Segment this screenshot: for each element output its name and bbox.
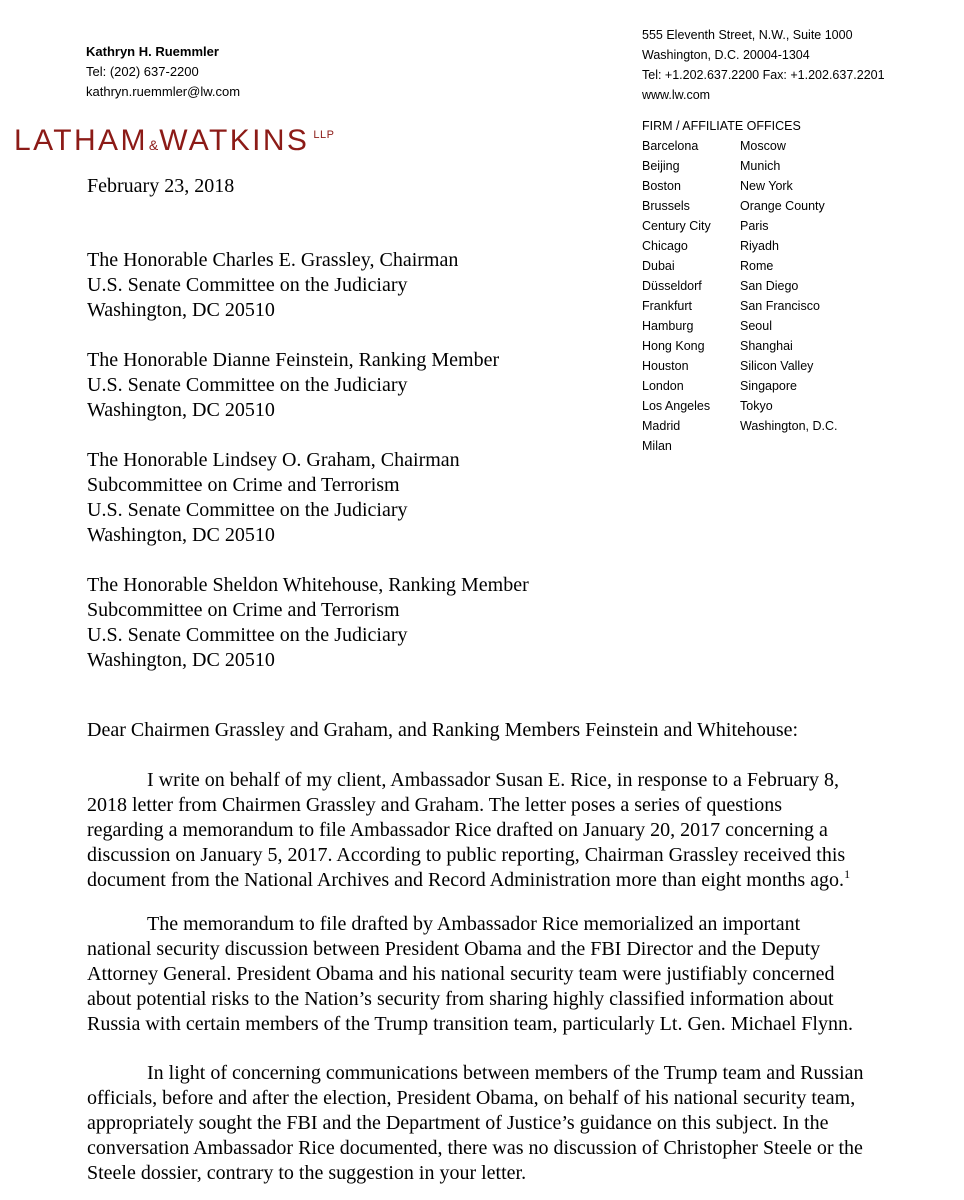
office-item: Seoul [740,319,772,333]
addressee-line: Subcommittee on Crime and Terrorism [87,474,400,496]
offices-list [642,136,838,456]
address-phone-fax: Tel: +1.202.637.2200 Fax: +1.202.637.2201 [642,68,885,82]
paragraph-line: officials, before and after the election, President Obama, on behalf of his national security team, [87,1087,856,1109]
addressee-line: Washington, DC 20510 [87,399,275,421]
author-name: Kathryn H. Ruemmler [86,44,219,59]
address-city: Washington, D.C. 20004-1304 [642,48,810,62]
addressee-line: The Honorable Lindsey O. Graham, Chairman [87,449,460,471]
office-item: Riyadh [740,239,779,253]
paragraph-line: about potential risks to the Nation’s security from sharing highly classified information about [87,988,834,1010]
office-item: Barcelona [642,139,699,153]
office-item: Paris [740,219,769,233]
office-item: Chicago [642,239,688,253]
paragraph-line [87,868,947,893]
addressee-block [87,248,458,323]
body-paragraph [87,768,947,893]
addressee-line: Washington, DC 20510 [87,299,275,321]
office-item: Beijing [642,159,680,173]
addressee-line: Washington, DC 20510 [87,524,275,546]
office-item: Hamburg [642,319,694,333]
office-item: London [642,379,684,393]
paragraph-line-text: document from the National Archives and Record Administration more than eight months ago. [87,869,845,891]
logo-watkins: WATKINS [159,124,310,157]
address-website: www.lw.com [642,88,711,102]
firm-address [642,25,885,105]
office-item: Century City [642,219,711,233]
firm-logo [14,124,334,158]
office-item: Rome [740,259,774,273]
letter-date: February 23, 2018 [87,175,235,197]
offices-heading: FIRM / AFFILIATE OFFICES [642,119,801,133]
paragraph-line: Steele dossier, contrary to the suggestion in your letter. [87,1162,527,1184]
body-paragraph [87,912,947,1037]
office-item: Düsseldorf [642,279,702,293]
office-item: Moscow [740,139,786,153]
office-item: Singapore [740,379,797,393]
office-item: Madrid [642,419,681,433]
office-item: Orange County [740,199,825,213]
office-item: Houston [642,359,689,373]
paragraph-line: Attorney General. President Obama and his national security team were justifiably concerned [87,963,835,985]
logo-latham: LATHAM [14,124,148,157]
paragraph-line: The memorandum to file drafted by Ambassador Rice memorialized an important [147,913,801,935]
paragraph-line: discussion on January 5, 2017. According to public reporting, Chairman Grassley received this [87,844,846,866]
footnote-marker[interactable]: 1 [844,867,851,881]
addressee-line: U.S. Senate Committee on the Judiciary [87,274,408,296]
logo-llp: LLP [313,129,335,141]
address-street: 555 Eleventh Street, N.W., Suite 1000 [642,28,853,42]
office-item: Hong Kong [642,339,705,353]
addressee-line: The Honorable Dianne Feinstein, Ranking Member [87,349,500,371]
office-item: Dubai [642,259,675,273]
author-email: kathryn.ruemmler@lw.com [86,84,241,99]
addressee-block [87,348,499,423]
office-item: Washington, D.C. [740,419,838,433]
paragraph-line: regarding a memorandum to file Ambassador Rice drafted on January 20, 2017 concerning a [87,819,828,841]
office-item: Silicon Valley [740,359,814,373]
addressee-block [87,448,460,548]
paragraph-line: appropriately sought the FBI and the Department of Justice’s guidance on this subject. In the [87,1112,829,1134]
office-item: San Diego [740,279,799,293]
addressee-line: U.S. Senate Committee on the Judiciary [87,624,408,646]
addressee-block [87,573,529,673]
office-item: Milan [642,439,672,453]
addressee-line: U.S. Senate Committee on the Judiciary [87,374,408,396]
office-item: Tokyo [740,399,773,413]
paragraph-line: national security discussion between President Obama and the FBI Director and the Deputy [87,938,821,960]
salutation: Dear Chairmen Grassley and Graham, and Ranking Members Feinstein and Whitehouse: [87,719,799,741]
addressee-line: U.S. Senate Committee on the Judiciary [87,499,408,521]
office-item: Boston [642,179,681,193]
addressee-line: The Honorable Sheldon Whitehouse, Ranking Member [87,574,529,596]
logo-ampersand: & [148,137,159,153]
paragraph-line: conversation Ambassador Rice documented, there was no discussion of Christopher Steele or the [87,1137,863,1159]
offices-column-1 [642,136,740,456]
office-item: Los Angeles [642,399,711,413]
office-item: San Francisco [740,299,820,313]
body-paragraph [87,1061,947,1186]
office-item: Frankfurt [642,299,693,313]
author-phone: Tel: (202) 637-2200 [86,64,199,79]
addressee-line: Washington, DC 20510 [87,649,275,671]
addressee-line: Subcommittee on Crime and Terrorism [87,599,400,621]
offices-column-2 [740,136,838,456]
paragraph-line: 2018 letter from Chairmen Grassley and Graham. The letter poses a series of questions [87,794,782,816]
paragraph-line: Russia with certain members of the Trump transition team, particularly Lt. Gen. Michael Flynn. [87,1013,853,1035]
author-block [86,42,240,102]
paragraph-line: I write on behalf of my client, Ambassador Susan E. Rice, in response to a February 8, [147,769,840,791]
office-item: Munich [740,159,781,173]
office-item: Shanghai [740,339,793,353]
addressee-line: The Honorable Charles E. Grassley, Chairman [87,249,459,271]
office-item: New York [740,179,793,193]
paragraph-line: In light of concerning communications between members of the Trump team and Russian [147,1062,864,1084]
office-item: Brussels [642,199,690,213]
